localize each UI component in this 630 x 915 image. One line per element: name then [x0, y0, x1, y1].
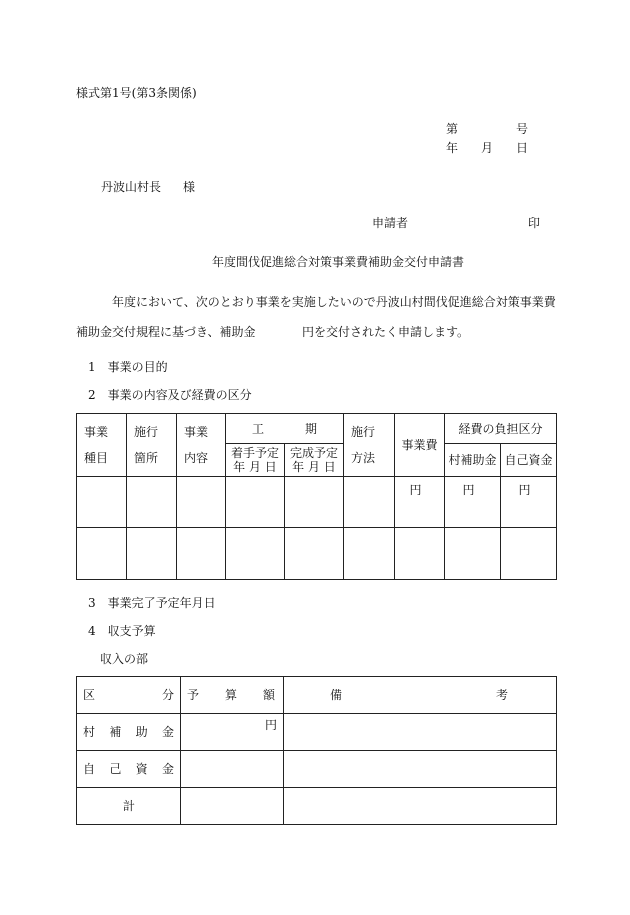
header-budget-amount: 予 算 額 — [181, 677, 284, 714]
header-remarks: 備 考 — [284, 677, 557, 714]
cell-village-subsidy[interactable] — [445, 477, 501, 528]
cell-method[interactable] — [344, 477, 395, 528]
header-village-subsidy: 村補助金 — [445, 444, 501, 477]
section-completion-date: 3 事業完了予定年月日 — [88, 596, 216, 610]
income-table — [76, 676, 557, 825]
section-budget: 4 収支予算 — [88, 624, 156, 638]
cell-project-type[interactable] — [77, 477, 127, 528]
addressee-honorific: 様 — [183, 180, 196, 194]
cell-content[interactable] — [177, 528, 226, 580]
document-title: 年度間伐促進総合対策事業費補助金交付申請書 — [212, 255, 465, 269]
yen-unit: 円 — [264, 718, 277, 732]
cell-own-funds[interactable] — [501, 528, 557, 580]
header-start-date: 着手予定 年 月 日 — [226, 444, 285, 477]
row-label-total: 計 — [77, 788, 181, 825]
yen-unit: 円 — [518, 483, 531, 497]
cell-start-date[interactable] — [226, 477, 285, 528]
cell-budget-village-subsidy[interactable] — [181, 714, 284, 751]
header-period: 工 期 — [226, 414, 344, 444]
applicant-label: 申請者 — [372, 216, 409, 230]
cell-site[interactable] — [127, 477, 177, 528]
cost-table — [76, 413, 557, 580]
cell-budget-own-funds[interactable] — [181, 751, 284, 788]
section-content: 2 事業の内容及び経費の区分 — [88, 388, 252, 402]
body-line-1: 年度において、次のとおり事業を実施したいので丹波山村間伐促進総合対策事業費 — [112, 295, 556, 309]
header-end-date: 完成予定 年 月 日 — [285, 444, 344, 477]
body-line-2b: 円を交付されたく申請します。 — [302, 325, 470, 339]
body-line-2a: 補助金交付規程に基づき、補助金 — [76, 325, 256, 339]
yen-unit: 円 — [462, 483, 475, 497]
number-prefix: 第 — [446, 122, 459, 136]
row-label-village-subsidy: 村 補 助 金 — [77, 714, 181, 751]
yen-unit: 円 — [409, 483, 422, 497]
cell-remarks-total[interactable] — [284, 788, 557, 825]
header-project-type: 事業 種目 — [77, 414, 127, 477]
header-method: 施行 方法 — [344, 414, 395, 477]
cell-project-cost[interactable] — [395, 528, 445, 580]
header-cost-burden: 経費の負担区分 — [445, 414, 557, 444]
cell-start-date[interactable] — [226, 528, 285, 580]
number-suffix: 号 — [516, 122, 529, 136]
seal-mark: 印 — [528, 216, 541, 230]
cell-end-date[interactable] — [285, 528, 344, 580]
cell-end-date[interactable] — [285, 477, 344, 528]
cell-village-subsidy[interactable] — [445, 528, 501, 580]
date-day: 日 — [516, 141, 529, 155]
cell-remarks-own-funds[interactable] — [284, 751, 557, 788]
header-own-funds: 自己資金 — [501, 444, 557, 477]
section-purpose: 1 事業の目的 — [88, 360, 168, 374]
addressee-name: 丹波山村長 — [101, 180, 162, 194]
header-project-cost: 事業費 — [395, 414, 445, 477]
cell-project-type[interactable] — [77, 528, 127, 580]
header-category: 区 分 — [77, 677, 181, 714]
form-number: 様式第1号(第3条関係) — [76, 86, 197, 100]
cell-remarks-village-subsidy[interactable] — [284, 714, 557, 751]
cell-project-cost[interactable] — [395, 477, 445, 528]
cell-method[interactable] — [344, 528, 395, 580]
date-month: 月 — [481, 141, 494, 155]
cell-budget-total[interactable] — [181, 788, 284, 825]
income-heading: 収入の部 — [100, 652, 149, 666]
date-year: 年 — [446, 141, 459, 155]
header-content: 事業 内容 — [177, 414, 226, 477]
cell-content[interactable] — [177, 477, 226, 528]
cell-site[interactable] — [127, 528, 177, 580]
row-label-own-funds: 自 己 資 金 — [77, 751, 181, 788]
cell-own-funds[interactable] — [501, 477, 557, 528]
header-site: 施行 箇所 — [127, 414, 177, 477]
